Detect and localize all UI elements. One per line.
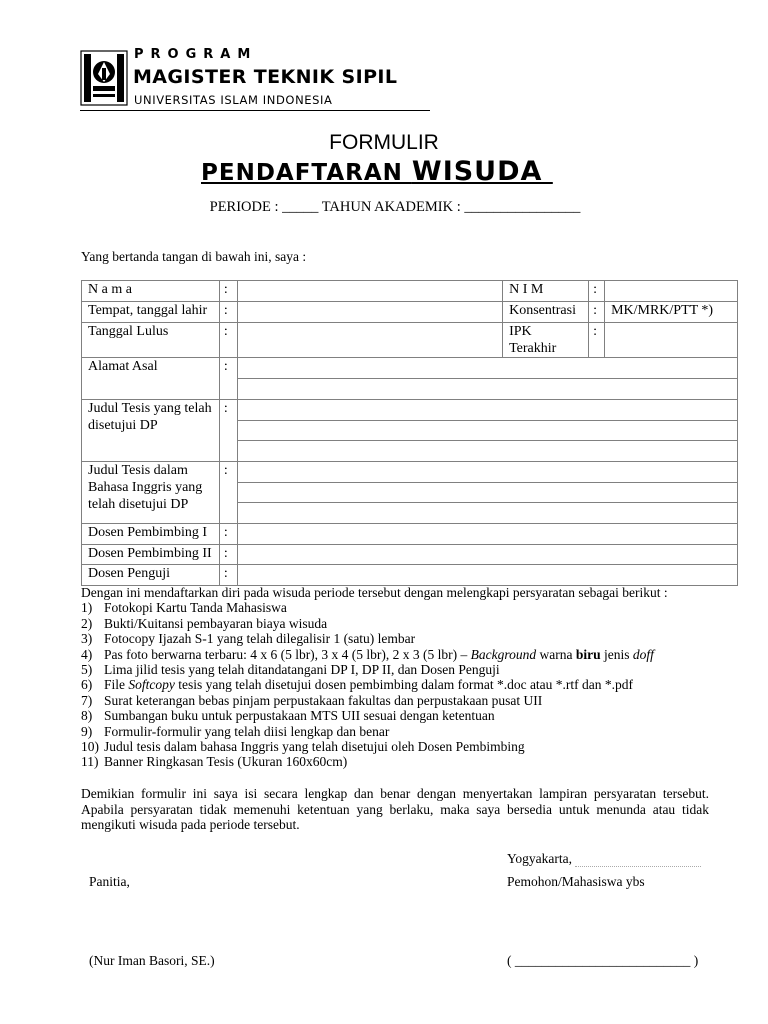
requirement-item: 9) Formulir-formulir yang telah diisi lengkap dan benar bbox=[81, 723, 390, 739]
colon: : bbox=[219, 545, 237, 565]
requirement-item: 2) Bukti/Kuitansi pembayaran biaya wisuda bbox=[81, 615, 328, 631]
field-judul-line-2[interactable] bbox=[237, 421, 737, 441]
title-part-pendaftaran: PENDAFTARAN bbox=[201, 160, 412, 186]
registration-form-table bbox=[81, 280, 738, 586]
periode-line: PERIODE : _____ TAHUN AKADEMIK : ________________ bbox=[209, 199, 581, 215]
requirement-item: 7) Surat keterangan bebas pinjam perpustakaan fakultas dan perpustakaan pusat UII bbox=[81, 692, 543, 708]
field-ipk-terakhir[interactable] bbox=[605, 323, 738, 358]
label-konsentrasi: Konsentrasi bbox=[503, 302, 589, 323]
field-judul-inggris-line-3[interactable] bbox=[237, 503, 737, 524]
label-dosen-pembimbing-1: Dosen Pembimbing I bbox=[82, 524, 220, 545]
field-dosen-penguji[interactable] bbox=[237, 565, 737, 586]
field-alamat-line-2[interactable] bbox=[237, 379, 737, 400]
label-judul-tesis: Judul Tesis yang telah disetujui DP bbox=[82, 400, 220, 462]
requirement-item: 6) File Softcopy tesis yang telah disetujui dosen pembimbing dalam format *.doc atau *.rtf dan *.pdf bbox=[81, 677, 634, 693]
label-ipk-terakhir: IPK Terakhir bbox=[503, 323, 589, 358]
signature-right-role: Pemohon/Mahasiswa ybs bbox=[507, 874, 645, 889]
field-judul-line-1[interactable] bbox=[237, 400, 737, 421]
field-nama[interactable] bbox=[237, 281, 502, 302]
colon: : bbox=[219, 462, 237, 524]
label-tempat-tanggal-lahir: Tempat, tanggal lahir bbox=[82, 302, 220, 323]
colon: : bbox=[219, 281, 237, 302]
signature-right-name: ( __________________________ ) bbox=[507, 953, 699, 968]
label-alamat-asal: Alamat Asal bbox=[82, 358, 220, 400]
colon: : bbox=[219, 400, 237, 462]
label-dosen-pembimbing-2: Dosen Pembimbing II bbox=[82, 545, 220, 565]
header-university: UNIVERSITAS ISLAM INDONESIA bbox=[134, 93, 333, 107]
header-magister: MAGISTER TEKNIK SIPIL bbox=[133, 66, 398, 88]
date-field[interactable] bbox=[575, 856, 701, 867]
requirement-item: 1) Fotokopi Kartu Tanda Mahasiswa bbox=[81, 600, 287, 616]
field-konsentrasi[interactable]: MK/MRK/PTT *) bbox=[605, 302, 738, 323]
colon: : bbox=[589, 281, 605, 302]
label-dosen-penguji: Dosen Penguji bbox=[82, 565, 220, 586]
colon: : bbox=[219, 565, 237, 586]
title-pendaftaran-wisuda bbox=[201, 156, 553, 187]
field-dosen-pembimbing-2[interactable] bbox=[237, 545, 737, 565]
field-judul-inggris-line-2[interactable] bbox=[237, 483, 737, 503]
colon: : bbox=[219, 302, 237, 323]
colon: : bbox=[589, 302, 605, 323]
signature-place: Yogyakarta, bbox=[507, 851, 572, 866]
intro-text: Yang bertanda tangan di bawah ini, saya : bbox=[81, 249, 307, 264]
field-judul-line-3[interactable] bbox=[237, 441, 737, 462]
header-program: PROGRAM bbox=[134, 47, 258, 62]
requirement-item: 5) Lima jilid tesis yang telah ditandatangani DP I, DP II, dan Dosen Penguji bbox=[81, 662, 500, 678]
closing-statement: Demikian formulir ini saya isi secara lengkap dan benar dengan menyertakan lampiran persyaratan tersebut. Apabila persyaratan tidak memenuhi ketentuan yang berlaku, maka saya bersedia untuk menunda atau tidak mengikuti wisuda pada periode tersebut. bbox=[81, 786, 709, 832]
field-judul-inggris-line-1[interactable] bbox=[237, 462, 737, 483]
requirements-list bbox=[81, 600, 711, 769]
requirement-item: 4) Pas foto berwarna terbaru: 4 x 6 (5 lbr), 3 x 4 (5 lbr), 2 x 3 (5 lbr) – Background warna biru jenis doff bbox=[81, 646, 654, 662]
uii-logo bbox=[80, 50, 128, 106]
requirement-item: 10) Judul tesis dalam bahasa Inggris yang telah disetujui oleh Dosen Pembimbing bbox=[81, 739, 525, 755]
colon: : bbox=[219, 323, 237, 358]
requirements-section bbox=[81, 585, 711, 770]
requirement-item: 8) Sumbangan buku untuk perpustakaan MTS UII sesuai dengan ketentuan bbox=[81, 708, 495, 724]
header-divider bbox=[80, 110, 430, 111]
field-tempat-tanggal-lahir[interactable] bbox=[237, 302, 502, 323]
label-judul-inggris: Judul Tesis dalam Bahasa Inggris yang telah disetujui DP bbox=[82, 462, 220, 524]
field-alamat-line-1[interactable] bbox=[237, 358, 737, 379]
title-part-wisuda: WISUDA bbox=[411, 156, 553, 187]
signature-left-role: Panitia, bbox=[89, 874, 130, 889]
field-dosen-pembimbing-1[interactable] bbox=[237, 524, 737, 545]
requirement-item: 3) Fotocopy Ijazah S-1 yang telah dilegalisir 1 (satu) lembar bbox=[81, 631, 416, 647]
field-tanggal-lulus[interactable] bbox=[237, 323, 502, 358]
requirements-intro: Dengan ini mendaftarkan diri pada wisuda periode tersebut dengan melengkapi persyaratan sebagai berikut : bbox=[81, 585, 668, 600]
colon: : bbox=[219, 358, 237, 400]
label-nim: N I M bbox=[503, 281, 589, 302]
label-nama: N a m a bbox=[82, 281, 220, 302]
colon: : bbox=[589, 323, 605, 358]
signature-place-date bbox=[507, 851, 701, 867]
colon: : bbox=[219, 524, 237, 545]
title-formulir: FORMULIR bbox=[329, 131, 439, 154]
field-nim[interactable] bbox=[605, 281, 738, 302]
signature-left-name: (Nur Iman Basori, SE.) bbox=[89, 953, 215, 968]
requirement-item: 11) Banner Ringkasan Tesis (Ukuran 160x60cm) bbox=[81, 754, 348, 770]
label-tanggal-lulus: Tanggal Lulus bbox=[82, 323, 220, 358]
